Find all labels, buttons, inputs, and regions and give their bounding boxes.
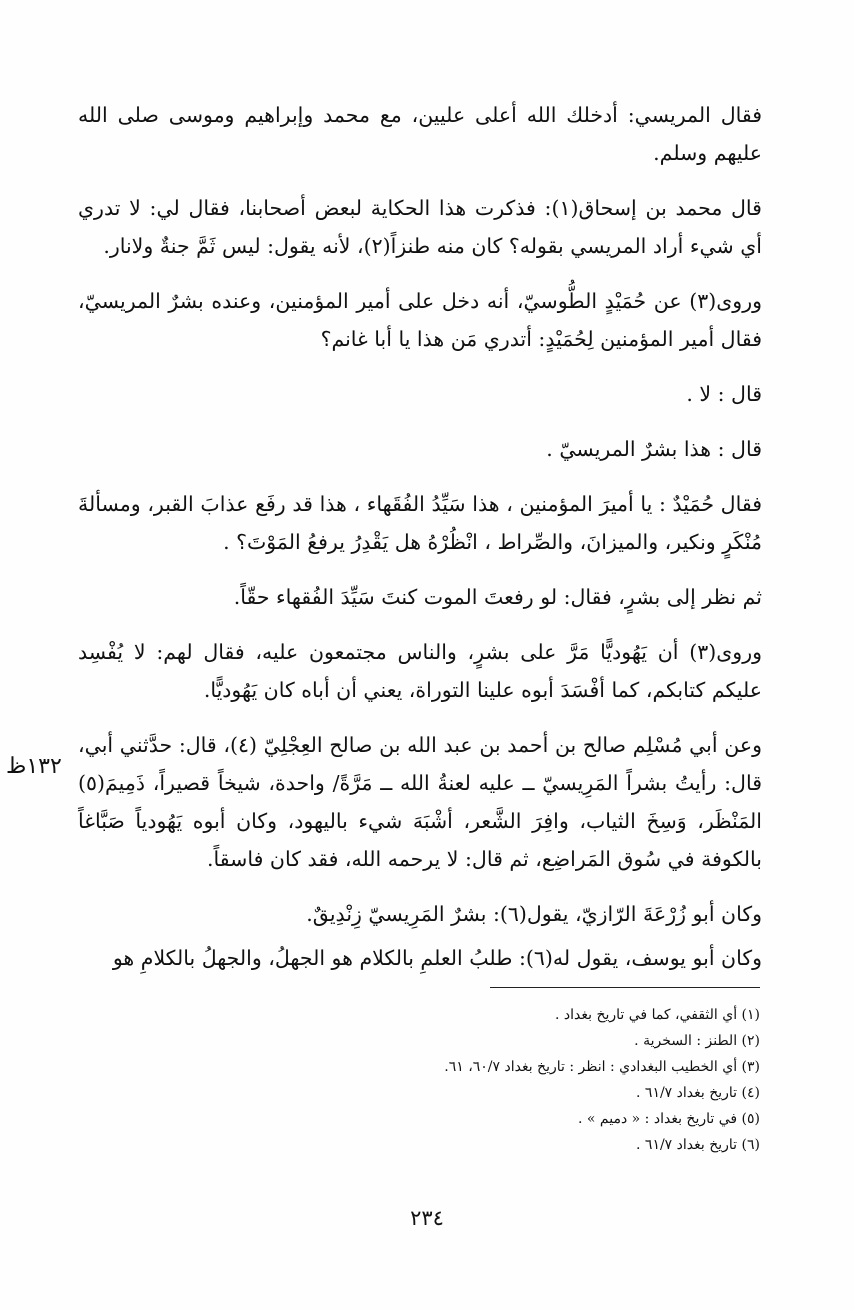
paragraph: فقال حُمَيْدٌ : يا أميرَ المؤمنين ، هذا سَيِّدُ الفُقَهاء ، هذا قد رفَع عذابَ القبر، ومسألةَ مُنْكَرٍ ونكير، والميزانَ، والصِّراط ، انْظُرْهُ هل يَقْدِرُ يرفعُ المَوْتَ؟ . (78, 492, 762, 554)
footnotes (300, 1002, 760, 1158)
paragraph: وكان أبو زُرْعَةَ الرّازيّ، يقول(٦): بشرٌ المَرِيسيّ زِنْدِيقٌ. (306, 902, 762, 926)
footnote: (٢) الطنز : السخرية . (634, 1033, 760, 1049)
footnote: (٦) تاريخ بغداد ٦١/٧ . (636, 1137, 760, 1153)
paragraph: قال : لا . (686, 382, 762, 406)
paragraph: وعن أبي مُسْلِم صالح بن أحمد بن عبد الله بن صالح العِجْلِيّ (٤)، قال: حدَّثني أبي، قال: رأيتُ بشراً المَرِيسيّ ــ عليه لعنةُ الله ــ مَرَّةً/ واحدة، شيخاً قصيراً، ذَمِيمَ(٥) المَنْظَر، وَسِخَ الثياب، وافِرَ الشَّعر، أشْبَهَ شيء باليهود، وكان أبوه يَهُودياً صَبَّاغاً بالكوفة في سُوق المَراضِع، ثم قال: لا يرحمه الله، فقد كان فاسقاً. (78, 733, 762, 871)
paragraph: قال : هذا بشرٌ المريسيّ . (546, 437, 762, 461)
paragraph: وروى(٣) أن يَهُوديًّا مَرَّ على بشرٍ، والناس مجتمعون عليه، فقال لهم: لا يُفْسِد عليكم كتابكم، كما أفْسَدَ أبوه علينا التوراة، يعني أن أباه كان يَهُوديًّا. (78, 640, 762, 702)
paragraph: وكان أبو يوسف، يقول له(٦): طلبُ العلمِ بالكلام هو الجهلُ، والجهلُ بالكلامِ هو (112, 946, 762, 970)
paragraph: وروى(٣) عن حُمَيْدٍ الطُّوسيّ، أنه دخل على أمير المؤمنين، وعنده بشرٌ المريسيّ، فقال أمير المؤمنين لِحُمَيْدٍ: أتدري مَن هذا يا أبا غانم؟ (78, 289, 762, 351)
page-number: ٢٣٤ (410, 1206, 444, 1230)
footnote-divider (490, 987, 760, 988)
footnote: (٣) أي الخطيب البغدادي : انظر : تاريخ بغداد ٦٠/٧، ٦١. (444, 1059, 760, 1075)
footnote: (١) أي الثقفي، كما في تاريخ بغداد . (554, 1007, 760, 1023)
manuscript-folio-note: ١٣٢ظ (6, 754, 62, 779)
paragraph: فقال المريسي: أدخلك الله أعلى عليين، مع محمد وإبراهيم وموسى صلى الله عليهم وسلم. (78, 103, 762, 165)
paragraph: ثم نظر إلى بشرٍ، فقال: لو رفعتَ الموت كنتَ سَيِّدَ الفُقهاء حقّاً. (233, 585, 762, 609)
footnote: (٤) تاريخ بغداد ٦١/٧ . (636, 1085, 760, 1101)
main-text (78, 96, 762, 994)
footnote: (٥) في تاريخ بغداد : « دميم » . (578, 1111, 760, 1127)
paragraph: قال محمد بن إسحاق(١): فذكرت هذا الحكاية لبعض أصحابنا، فقال لي: لا تدري أي شيء أراد المريسي بقوله؟ كان منه طنزاً(٢)، لأنه يقول: ليس ثَمَّ جنةٌ ولانار. (78, 196, 762, 258)
